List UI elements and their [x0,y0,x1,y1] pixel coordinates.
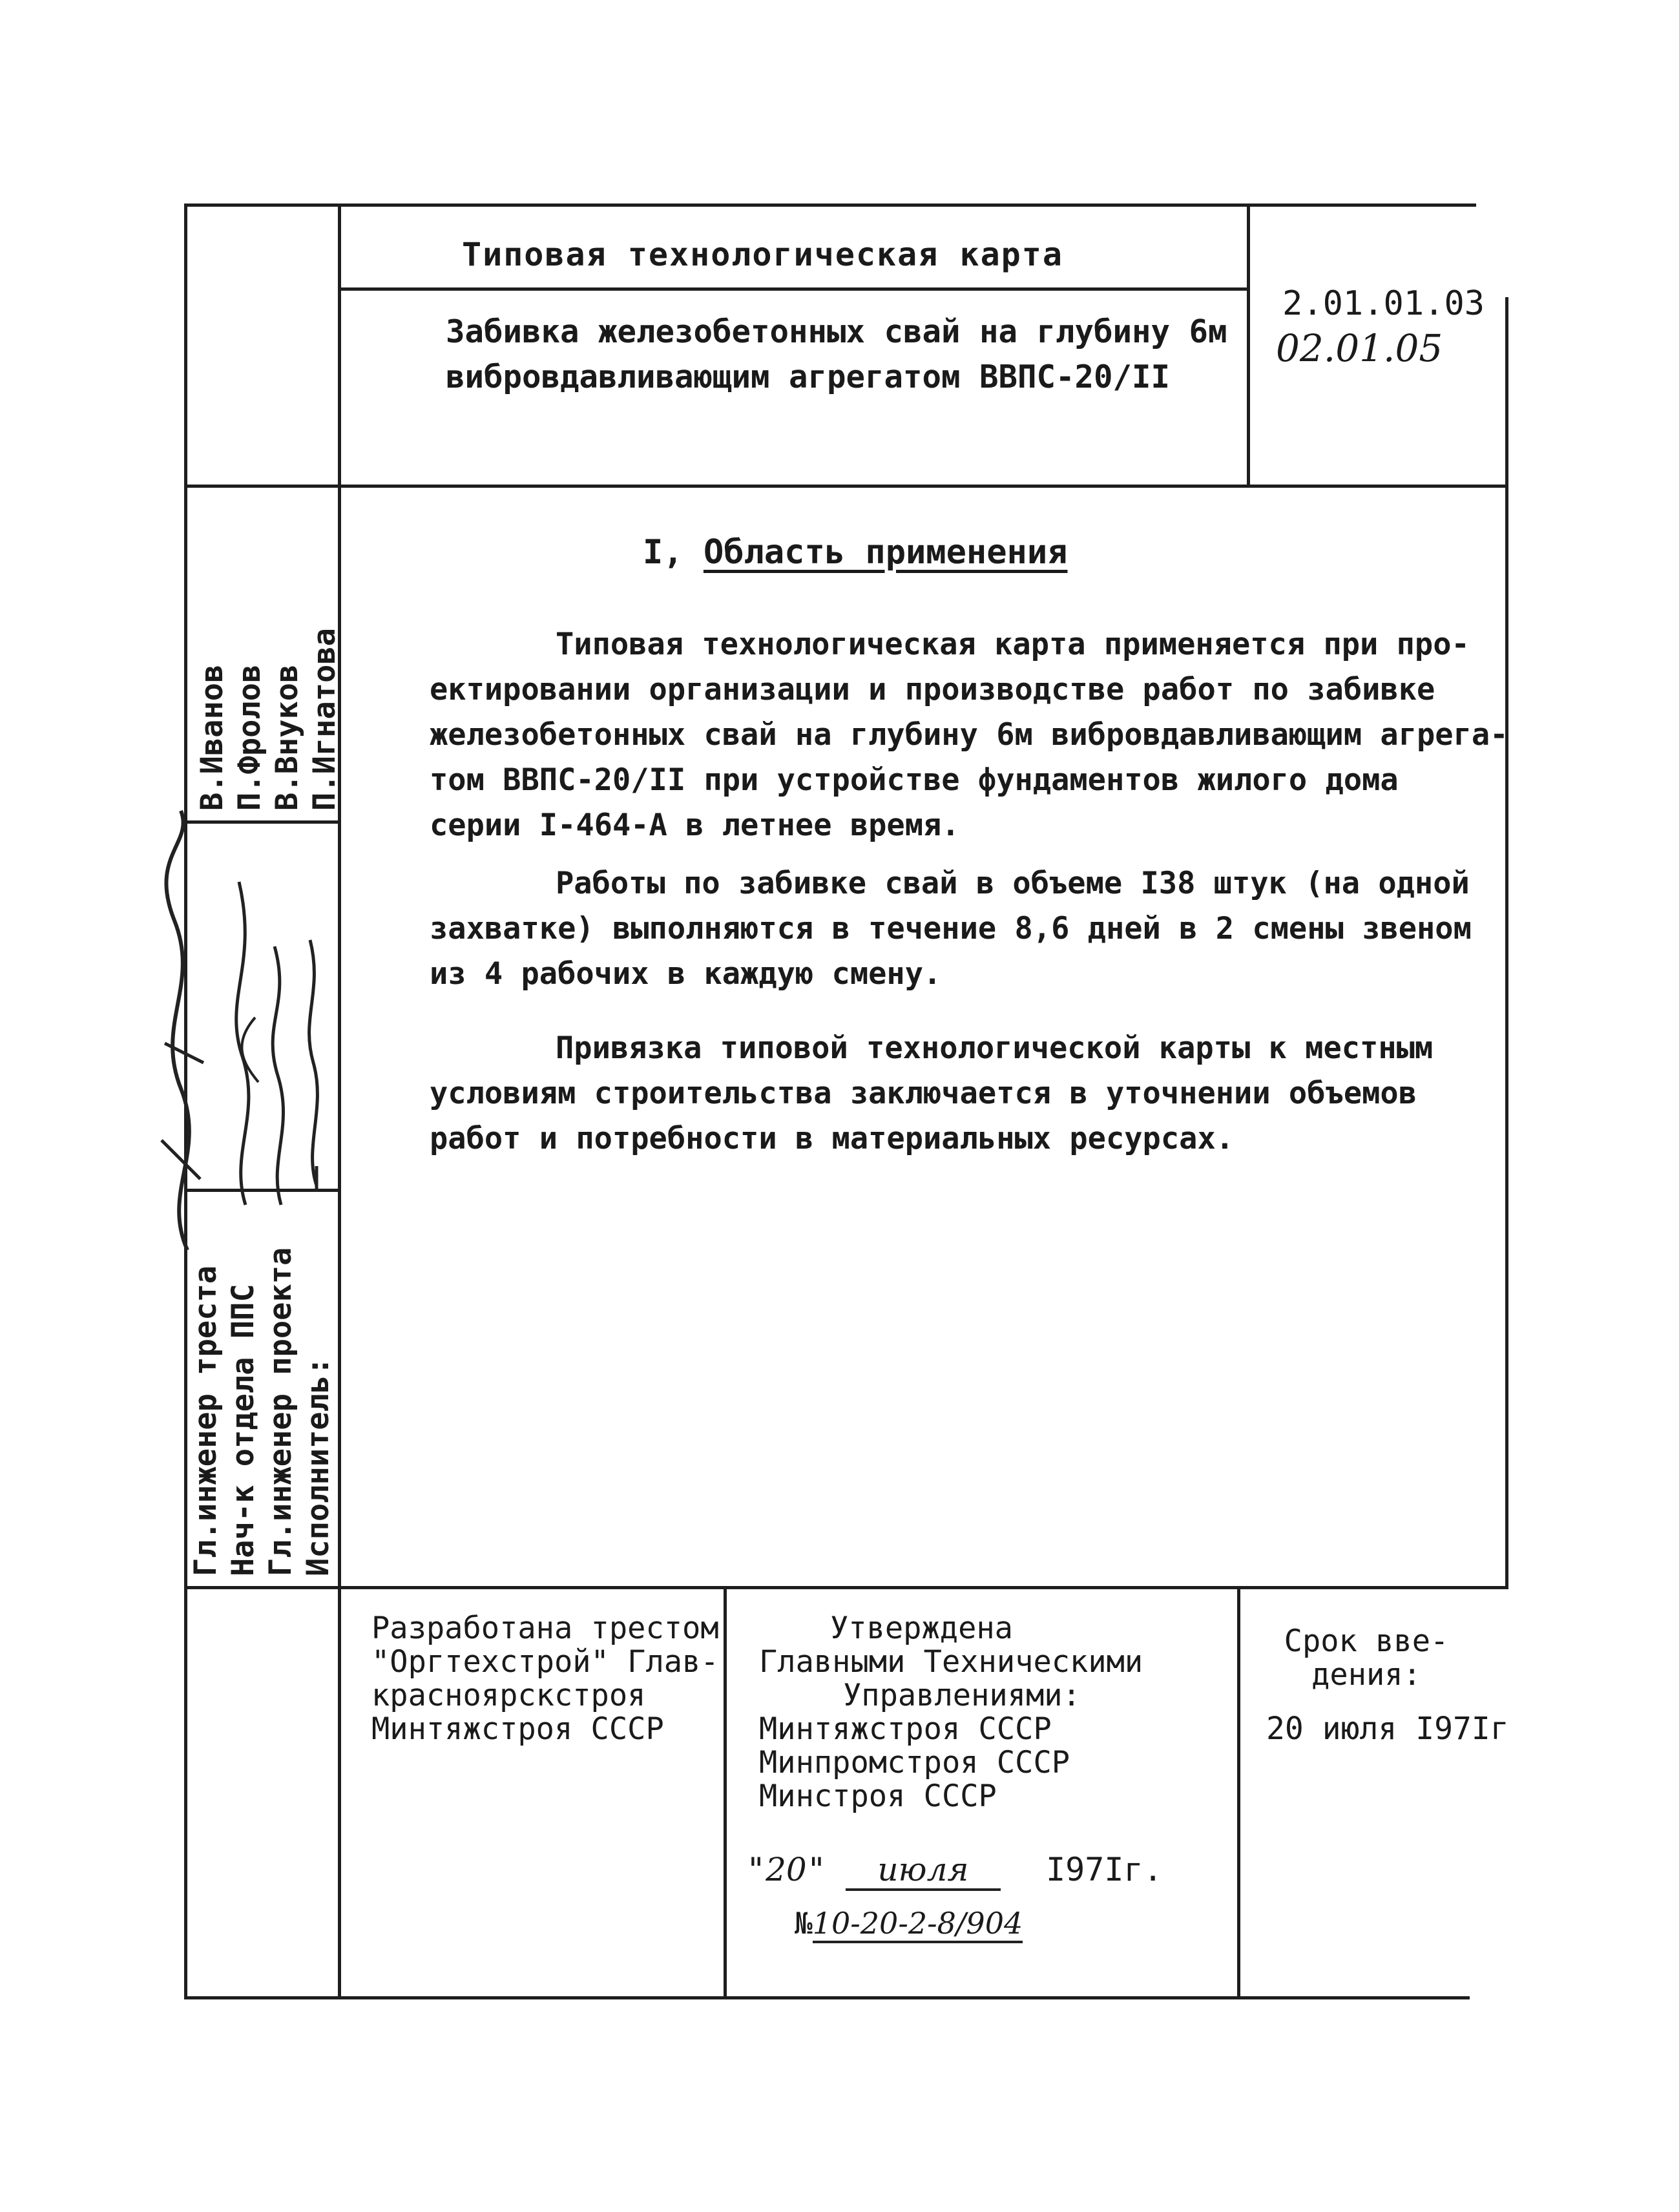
footer-approved-line: Минтяжстроя СССР [759,1711,1052,1747]
date-month: июля [846,1851,1001,1891]
sidebar-role: Гл.инженер треста [188,1265,224,1576]
para2-line: из 4 рабочих в каждую смену. [430,956,942,992]
section-heading [643,533,1067,572]
para3-line: работ и потребности в материальных ресурсах. [430,1121,1235,1156]
approval-number [795,1906,1023,1941]
card-code-handwritten: 02.01.05 [1276,326,1443,370]
sidebar-role: Нач-к отдела ППС [225,1284,261,1576]
sidebar-name: В.Внуков [269,664,305,811]
sidebar-roles [187,1202,337,1576]
sidebar-role: Исполнитель: [300,1357,336,1576]
signature-1 [155,804,213,1257]
term-date: 20 июля I97Iг [1266,1711,1509,1747]
para1-line: том ВВПС-20/II при устройстве фундаментов жилого дома [430,762,1399,798]
para3-line: условиям строительства заключается в уточнении объемов [430,1076,1417,1111]
footer-developed-line: красноярскстроя [371,1678,646,1713]
footer-developed-line: "Оргтехстрой" Глав- [371,1644,719,1680]
signature-stroke-icon [297,934,336,1192]
section-title: Область применения [703,533,1068,572]
document-frame [184,203,1508,1996]
card-code-printed: 2.01.01.03 [1282,284,1485,323]
signature-stroke-icon [155,804,213,1257]
para1-line: железобетонных свай на глубину 6м вибровдавливающим агрега- [430,717,1508,753]
date-quote: " [806,1851,826,1888]
term-label [1282,1625,1450,1692]
para2-line: захватке) выполняются в течение 8,6 дней в 2 смены звеном [430,911,1472,946]
signature-stroke-icon [262,940,300,1211]
footer-approved-line: Главными Техническими [759,1644,1143,1680]
sidebar-name: П.Игнатова [307,628,342,811]
footer-approved-line: Минпромстроя СССР [759,1745,1070,1780]
para1-line: серии I-464-А в летнее время. [430,808,960,843]
para1-line: Типовая технологическая карта применяется при про- [556,627,1470,662]
date-year: I97Iг. [1046,1851,1163,1888]
term-label-line: дения: [1311,1657,1421,1693]
date-quote: " [746,1851,766,1888]
number-prefix: № [795,1906,813,1941]
para2-line: Работы по забивке свай в объеме I38 штук (на одной [556,866,1470,901]
sidebar-name: В.Иванов [194,664,230,811]
footer-approved-line: Управлениями: [843,1678,1081,1713]
sidebar-role: Гл.инженер проекта [263,1247,298,1576]
section-number: I, [643,533,683,572]
signature-4 [297,934,336,1192]
approval-date [746,1851,1163,1891]
footer-developed-line: Минтяжстроя СССР [371,1711,664,1747]
number-hand: 10-20-2-8/904 [813,1906,1023,1943]
para3-line: Привязка типовой технологической карты к местным [556,1030,1434,1066]
term-label-line: Срок вве- [1284,1623,1449,1659]
footer-developed [371,1612,719,1746]
footer-approved-title: Утверждена [830,1611,1013,1646]
sidebar-names [194,539,344,811]
signature-3 [262,940,300,1211]
footer-developed-line: Разработана трестом [371,1611,719,1646]
card-subtitle-line1: Забивка железобетонных свай на глубину 6м [446,313,1227,350]
footer-approved-line: Минстроя СССР [759,1779,997,1814]
sidebar-name: П.Фролов [232,664,267,811]
card-subtitle-line2: вибровдавливающим агрегатом ВВПС-20/II [446,359,1171,395]
para1-line: ектировании организации и производстве работ по забивке [430,672,1435,707]
date-day: 20 [766,1851,807,1888]
card-title: Типовая технологическая карта [462,236,1063,273]
